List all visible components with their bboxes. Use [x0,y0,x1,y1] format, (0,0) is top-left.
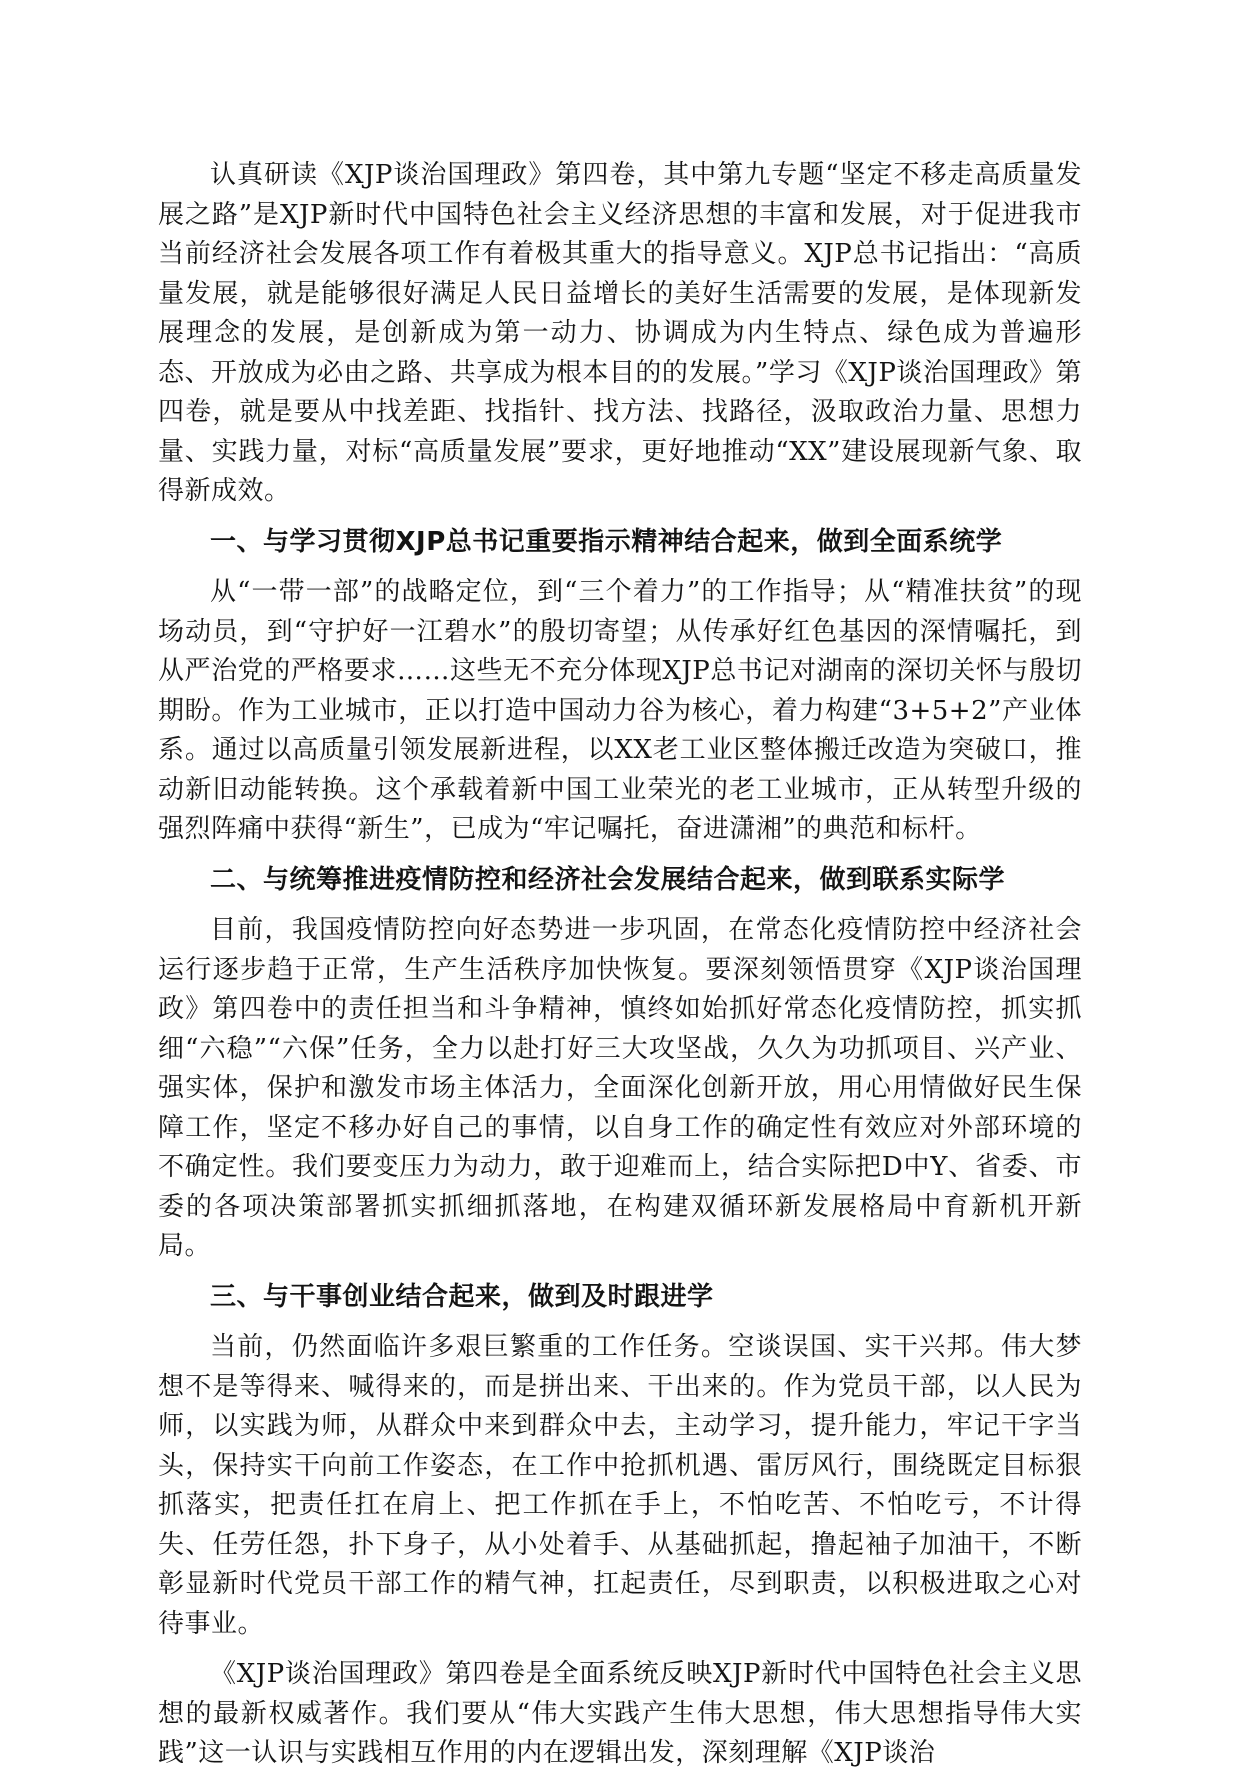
document-body [158,156,1082,1785]
intro-paragraph: 认真研读《XJP谈治国理政》第四卷，其中第九专题“坚定不移走高质量发展之路”是XJP新时代中国特色社会主义经济思想的丰富和发展，对于促进我市当前经济社会发展各项工作有着极其重大的指导意义。XJP总书记指出：“高质量发展，就是能够很好满足人民日益增长的美好生活需要的发展，是体现新发展理念的发展，是创新成为第一动力、协调成为内生特点、绿色成为普遍形态、开放成为必由之路、共享成为根本目的的发展。”学习《XJP谈治国理政》第四卷，就是要从中找差距、找指针、找方法、找路径，汲取政治力量、思想力量、实践力量，对标“高质量发展”要求，更好地推动“XX”建设展现新气象、取得新成效。 [158,160,1082,506]
section-3-paragraph: 当前，仍然面临许多艰巨繁重的工作任务。空谈误国、实干兴邦。伟大梦想不是等得来、喊得来的，而是拼出来、干出来的。作为党员干部，以人民为师，以实践为师，从群众中来到群众中去，主动学习，提升能力，牢记干字当头，保持实干向前工作姿态，在工作中抢抓机遇、雷厉风行，围绕既定目标狠抓落实，把责任扛在肩上、把工作抓在手上，不怕吃苦、不怕吃亏，不计得失、任劳任怨，扑下身子，从小处着手、从基础抓起，撸起袖子加油干，不断彰显新时代党员干部工作的精气神，扛起责任，尽到职责，以积极进取之心对待事业。 [158,1332,1082,1639]
closing-paragraph: 《XJP谈治国理政》第四卷是全面系统反映XJP新时代中国特色社会主义思想的最新权威著作。我们要从“伟大实践产生伟大思想，伟大思想指导伟大实践”这一认识与实践相互作用的内在逻辑出发，深刻理解《XJP谈治 [158,1659,1082,1768]
section-3-heading: 三、与干事创业结合起来，做到及时跟进学 [210,1281,714,1312]
section-1-heading: 一、与学习贯彻XJP总书记重要指示精神结合起来，做到全面系统学 [210,526,1003,557]
section-1-paragraph: 从“一带一部”的战略定位，到“三个着力”的工作指导；从“精准扶贫”的现场动员，到“守护好一江碧水”的殷切寄望；从传承好红色基因的深情嘱托，到从严治党的严格要求……这些无不充分体现XJP总书记对湖南的深切关怀与殷切期盼。作为工业城市，正以打造中国动力谷为核心，着力构建“3+5+2”产业体系。通过以高质量引领发展新进程，以XX老工业区整体搬迁改造为突破口，推动新旧动能转换。这个承载着新中国工业荣光的老工业城市，正从转型升级的强烈阵痛中获得“新生”，已成为“牢记嘱托，奋进潇湘”的典范和标杆。 [158,577,1082,844]
section-2-heading: 二、与统筹推进疫情防控和经济社会发展结合起来，做到联系实际学 [210,864,1006,895]
section-2-paragraph: 目前，我国疫情防控向好态势进一步巩固，在常态化疫情防控中经济社会运行逐步趋于正常，生产生活秩序加快恢复。要深刻领悟贯穿《XJP谈治国理政》第四卷中的责任担当和斗争精神，慎终如始抓好常态化疫情防控，抓实抓细“六稳”“六保”任务，全力以赴打好三大攻坚战，久久为功抓项目、兴产业、强实体，保护和激发市场主体活力，全面深化创新开放，用心用情做好民生保障工作，坚定不移办好自己的事情，以自身工作的确定性有效应对外部环境的不确定性。我们要变压力为动力，敢于迎难而上，结合实际把D中Y、省委、市委的各项决策部署抓实抓细抓落地，在构建双循环新发展格局中育新机开新局。 [158,915,1082,1261]
